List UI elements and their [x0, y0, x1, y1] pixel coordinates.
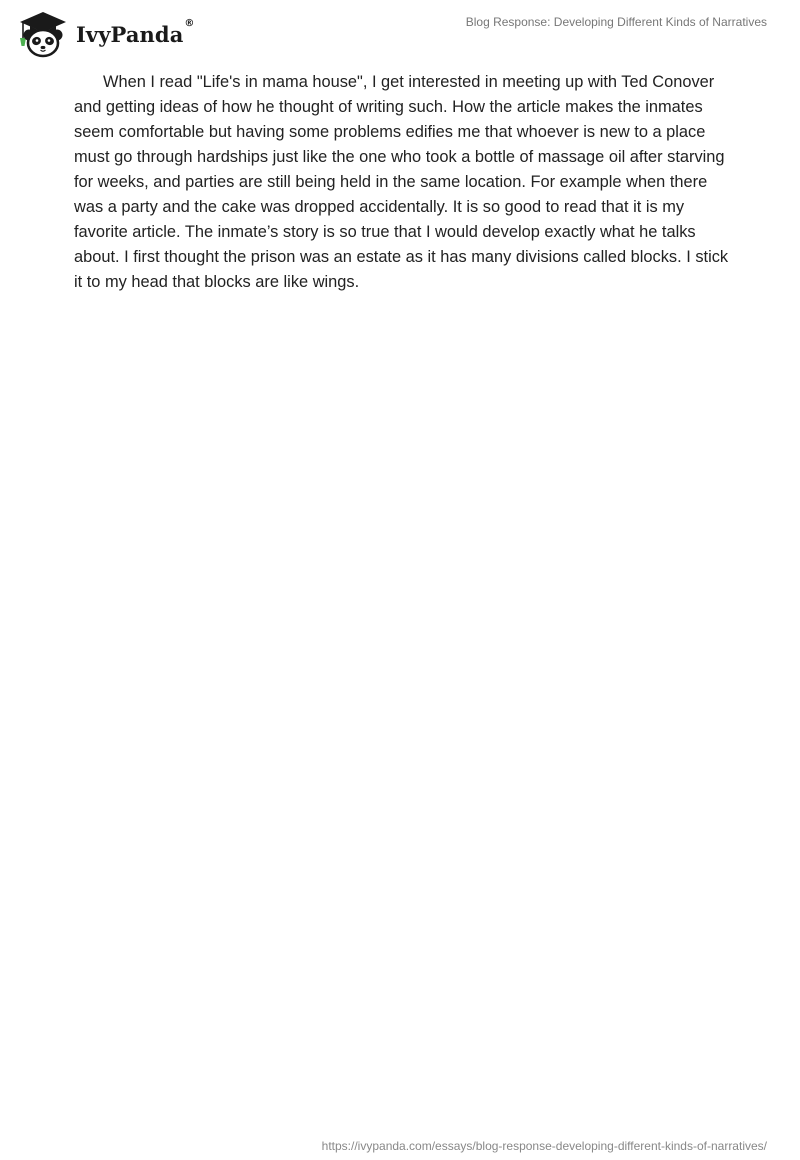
ivypanda-logo[interactable]: [14, 8, 195, 58]
logo-wordmark: [76, 17, 195, 47]
logo-text: IvyPanda: [76, 21, 184, 47]
essay-paragraph: When I read "Life's in mama house", I get interested in meeting up with Ted Conover and getting ideas of how he thought of writing such. How the article makes the inmates seem comfortable but having some problems edifies me that whoever is new to a place must go through hardships just like the one who took a bottle of massage oil after starving for weeks, and parties are still being held in the same location. For example when there was a party and the cake was dropped accidentally. It is so good to read that it is my favorite article. The inmate’s story is so true that I would develop exactly what he talks about. I first thought the prison was an estate as it has many divisions called blocks. I stick it to my head that blocks are like wings.: [74, 73, 729, 291]
registered-mark: ®: [184, 17, 195, 29]
panda-graduation-cap-icon: [14, 8, 72, 58]
footer-source-url[interactable]: https://ivypanda.com/essays/blog-response-developing-different-kinds-of-narratives/: [321, 1139, 767, 1153]
page-header-title: Blog Response: Developing Different Kinds of Narratives: [465, 15, 767, 29]
